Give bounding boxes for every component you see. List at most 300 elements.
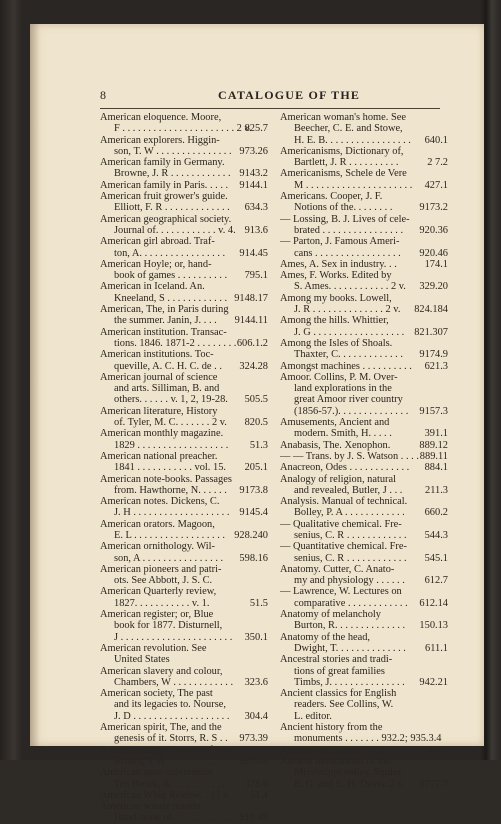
call-number: 9143.2 [239,168,268,180]
catalogue-entry-line [100,361,268,372]
page-number: 8 [100,88,107,102]
catalogue-entry-line [100,677,268,688]
catalogue-entry-line [100,666,268,677]
catalogue-entry-line [280,338,448,349]
call-number: 889.11 [419,450,448,462]
catalogue-entry-line [280,281,448,292]
catalogue-entry-line [280,462,448,473]
entry-text: American woman's home. See [280,112,406,123]
catalogue-entry-line [100,790,268,801]
catalogue-entry-line [100,745,268,756]
entry-text: Anatomy. Cutter, C. Anato- [280,563,395,575]
catalogue-entry-line [100,394,268,405]
call-number: 309.2 [424,744,448,756]
catalogue-entry-line [100,440,268,451]
entry-text: J . . . . . . . . . . . . . . . . . . . . . . [114,631,233,643]
catalogue-entry-line [280,304,448,315]
call-number: 427.1 [424,179,448,191]
entry-text: L. editor. [294,710,332,722]
entry-text: comparative . . . . . . . . . . . . [294,597,408,609]
entry-text: Ancient monuments of the [280,755,391,767]
entry-text: Dwight, T. . . . . . . . . . . . . . [294,642,406,654]
call-number: 598.16 [239,552,268,564]
entry-text: Ancient law. Maine. H. S . . [280,744,396,756]
call-number: 505.5 [244,394,268,406]
entry-text: American Quarterly review, [100,586,217,598]
catalogue-entry-line [280,327,448,338]
catalogue-entry-line [280,417,448,428]
entry-text: Brown, T. A . . . . . . . . . . . . [114,755,227,767]
entry-text: American family in Germany. [100,157,225,169]
entry-text: son, A . . . . . . . . . . . . . . . . [114,552,224,564]
catalogue-entry-line [280,666,448,677]
entry-text: American stage, History of the, [100,744,231,756]
catalogue-entry-line [100,812,268,823]
entry-text: Ten Brook, A. . . . . . . . . . . . [114,778,230,790]
catalogue-entry-line [280,202,448,213]
call-number: 350.1 [244,631,268,643]
catalogue-entry-line [100,417,268,428]
entry-text: Americanisms, Schele de Vere [280,168,407,180]
catalogue-entry-line [100,598,268,609]
call-number: 150.13 [419,620,448,632]
catalogue-entry-line [100,293,268,304]
entry-text: Chambers, W . . . . . . . . . . . . [114,676,234,688]
catalogue-entry-line [100,281,268,292]
catalogue-entry-line [280,440,448,451]
entry-text: American explorers. Higgin- [100,134,220,146]
entry-text: (1856-57.). . . . . . . . . . . . . . [294,405,409,417]
entry-text: — Quantitative chemical. Fre- [280,541,407,553]
entry-text: American Whig Review. . 11 v. [100,789,231,801]
catalogue-entry-line [280,541,448,552]
entry-text: H. E. B. . . . . . . . . . . . . . . . . [294,134,411,146]
entry-text: book of games . . . . . . . . . . [114,270,228,282]
catalogue-entry-line [100,462,268,473]
catalogue-entry-line [100,699,268,710]
entry-text: United States [114,654,170,666]
entry-text: American slavery and colour, [100,665,223,677]
entry-text: American note-books. Passages [100,473,232,485]
catalogue-entry-line [280,575,448,586]
catalogue-entry-line [280,191,448,202]
call-number: 942.21 [419,676,448,688]
entry-text: monuments . . . . . . . 932.2; 935.3.4 [294,733,442,745]
catalogue-entry-line [100,372,268,383]
header-rule [100,108,440,109]
call-number: 544.3 [424,529,448,541]
catalogue-entry-line [280,722,448,733]
catalogue-entry-line [280,586,448,597]
entry-text: S. Ames. . . . . . . . . . . . 2 v. [294,281,406,293]
call-number: 9173.2 [419,202,448,214]
catalogue-entry-line [100,123,268,134]
catalogue-entry-line [100,575,268,586]
entry-text: American orators. Magoon, [100,518,215,530]
call-number: 660.2 [424,507,448,519]
catalogue-entry-line [100,202,268,213]
call-number: 378.6 [244,778,268,790]
catalogue-entry-line [280,620,448,631]
catalogue-entry-line [100,519,268,530]
running-head: CATALOGUE OF THE [218,88,361,102]
call-number: 606.1.2 [236,337,268,349]
call-number: 634.3 [244,202,268,214]
entry-text: J. R . . . . . . . . . . . . . . 2 v. [294,304,401,316]
catalogue-entry-line [100,801,268,812]
call-number: 824.184 [414,304,448,316]
entry-text: queville, A. C. H. C. de . . [114,360,222,372]
call-number: 9148.17 [234,292,268,304]
call-number: 174.1 [424,258,448,270]
entry-text: American ornithology. Wil- [100,541,216,553]
entry-text: and revealed, Butler, J . . . [294,484,403,496]
catalogue-entry-line [280,225,448,236]
catalogue-entry-line [100,711,268,722]
catalogue-entry-line [280,270,448,281]
entry-text: American pioneers and patri- [100,563,222,575]
catalogue-entry-line [280,372,448,383]
catalogue-entry-line [100,315,268,326]
call-number: 9145.4 [239,507,268,519]
entry-text: American institution. Transac- [100,326,227,338]
entry-text: — — Trans. by J. S. Watson . . . . [280,450,419,462]
entry-text: American girl abroad. Traf- [100,236,215,248]
catalogue-entry-line [280,767,448,778]
call-number: 621.3 [424,360,448,372]
entry-text: American Hoyle; or, hand- [100,258,212,270]
entry-text: Elliott, F. R . . . . . . . . . . . . . [114,202,230,214]
catalogue-entry-line [280,214,448,225]
entry-text: Beecher, C. E. and Stowe, [294,123,403,135]
call-number: 889.12 [419,439,448,451]
catalogue-entry-line [280,779,448,790]
call-number: 545.1 [424,552,448,564]
call-number: 51.4 [249,789,268,801]
entry-text: ton, A. . . . . . . . . . . . . . . . . [114,247,226,259]
entry-text: my and physiology . . . . . . [294,575,405,587]
catalogue-entry-line [100,767,268,778]
catalogue-entry-line [100,688,268,699]
entry-text: Ancient classics for English [280,688,397,700]
call-number: 913.6 [244,224,268,236]
entry-text: American national preacher. [100,450,218,462]
catalogue-entry-line [100,270,268,281]
entry-text: American notes. Dickens, C. [100,496,220,508]
entry-text: readers. See Collins, W. [294,699,394,711]
catalogue-entry-line [280,180,448,191]
entry-text: Ancestral stories and tradi- [280,654,393,666]
entry-text: American monthly magazine. [100,428,224,440]
call-number: 821.307 [414,326,448,338]
call-number: 910.49 [239,812,268,824]
catalogue-column-left [100,112,268,824]
entry-text: American fruit grower's guide. [100,191,228,203]
catalogue-entry-line [280,349,448,360]
entry-text: 1841 . . . . . . . . . . . vol. 15. [114,462,226,474]
entry-text: tions. 1846. 1871-2 . . . . . . . . [114,337,237,349]
catalogue-entry-line [100,632,268,643]
entry-text: American register; or, Blue [100,609,214,621]
catalogue-entry-line [280,711,448,722]
catalogue-entry-line [100,327,268,338]
catalogue-entry-line [100,496,268,507]
catalogue-entry-line [100,146,268,157]
call-number: 51.5 [249,597,268,609]
catalogue-entry-line [100,620,268,631]
entry-text: son, T. W . . . . . . . . . . . . . . . [114,145,232,157]
entry-text: Analogy of religion, natural [280,473,396,485]
call-number: 927.65 [239,755,268,767]
entry-text: — Lossing, B. J. Lives of cele- [280,213,410,225]
catalogue-entry-line [280,677,448,688]
catalogue-entry-line [100,406,268,417]
catalogue-entry-line [280,654,448,665]
entry-text: Americanisms, Dictionary of, [280,145,404,157]
catalogue-entry-line [100,451,268,462]
entry-text: Among the Isles of Shoals. [280,337,393,349]
entry-text: American state universities [100,767,214,779]
entry-text: Bolley, P. A . . . . . . . . . . . . [294,507,405,519]
catalogue-entry-line [280,632,448,643]
entry-text: American society, The past [100,688,213,700]
call-number: 973.39 [239,733,268,745]
entry-text: Anatomy of the head, [280,631,371,643]
entry-text: tions of great families [294,665,385,677]
catalogue-entry-line [280,315,448,326]
entry-text: M . . . . . . . . . . . . . . . . . . . . . [294,179,413,191]
entry-text: — Lawrence, W. Lectures on [280,586,402,598]
call-number: 9157.3 [419,405,448,417]
call-number: 795.1 [244,270,268,282]
catalogue-entry-line [100,383,268,394]
catalogue-entry-line [280,609,448,620]
catalogue-entry-line [100,338,268,349]
catalogue-entry-line [100,553,268,564]
entry-text: Burton, R. . . . . . . . . . . . . . [294,620,406,632]
entry-text: Ames, A. Sex in industry. . . [280,258,397,270]
entry-text: book for 1877. Disturnell, [114,620,223,632]
catalogue-entry-line [100,225,268,236]
catalogue-entry-line [100,248,268,259]
entry-text: and its legacies to. Nourse, [114,699,226,711]
call-number: 9173.8 [239,484,268,496]
catalogue-entry-line [280,112,448,123]
catalogue-entry-line [100,304,268,315]
entry-text: J. H . . . . . . . . . . . . . . . . . . . [114,507,230,519]
entry-text: American spirit, The, and the [100,722,222,734]
catalogue-entry-line [280,383,448,394]
catalogue-entry-line [100,428,268,439]
entry-text: American revolution. See [100,642,207,654]
entry-text: from. Hawthorne, N. . . . . . [114,484,227,496]
call-number: 920.46 [419,247,448,259]
call-number: 914.45 [239,247,268,259]
catalogue-entry-line [280,564,448,575]
catalogue-entry-line [280,406,448,417]
catalogue-entry-line [280,530,448,541]
gutter-shadow [30,24,40,746]
call-number: 211.3 [425,484,448,496]
call-number: 973.26 [239,145,268,157]
catalogue-entry-line [280,553,448,564]
catalogue-entry-line [100,654,268,665]
entry-text: senius, C. R . . . . . . . . . . . . [294,529,407,541]
catalogue-entry-line [100,157,268,168]
entry-text: ots. See Abbott, J. S. C. [114,575,213,587]
catalogue-entry-line [280,507,448,518]
catalogue-entry-line [280,259,448,270]
catalogue-entry-line [100,259,268,270]
catalogue-entry-line [280,496,448,507]
entry-text: Timbs, J. . . . . . . . . . . . . . . [294,676,405,688]
entry-text: 1827. . . . . . . . . . . v. 1. [114,597,210,609]
entry-text: the summer. Janin, J. . . . [114,315,217,327]
call-number: 825.7 [244,123,268,135]
catalogue-entry-line [280,394,448,405]
entry-text: American family in Paris. . . . . [100,179,229,191]
entry-text: Americans. Cooper, J. F. [280,191,383,203]
call-number: 9174.9 [419,349,448,361]
catalogue-entry-line [280,688,448,699]
call-number: 324.28 [239,360,268,372]
catalogue-entry-line [280,519,448,530]
catalogue-entry-line [100,474,268,485]
call-number: 205.1 [244,462,268,474]
entry-text: Amoor. Collins, P. M. Over- [280,371,398,383]
catalogue-entry-line [100,180,268,191]
catalogue-entry-line [280,598,448,609]
call-number: 323.6 [244,676,268,688]
page-header [100,88,440,104]
catalogue-entry-line [280,699,448,710]
call-number: 304.4 [244,710,268,722]
entry-text: Mississippi valley. Squier, [294,767,404,779]
entry-text: Notions of the. . . . . . . . [294,202,393,214]
entry-text: Among the hills. Whittier, [280,315,389,327]
entry-text: — Qualitative chemical. Fre- [280,518,402,530]
entry-text: American winter resorts. [100,801,204,813]
catalogue-entry-line [280,248,448,259]
entry-text: American institutions. Toc- [100,349,214,361]
catalogue-entry-line [100,168,268,179]
entry-text: Anatomy of melancholy [280,609,381,621]
call-number: 391.1 [424,428,448,440]
catalogue-entry-line [280,157,448,168]
entry-text: American, The, in Paris during [100,304,229,316]
catalogue-entry-line [280,293,448,304]
catalogue-entry-line [280,168,448,179]
catalogue-entry-line [100,236,268,247]
call-number: 928.240 [234,529,268,541]
entry-text: E. G. and E. H. Davis. 2 v. [294,778,405,790]
entry-text: Anabasis, The. Xenophon. [280,439,391,451]
entry-text: of. Tyler, M. C. . . . . . . 2 v. [114,417,227,429]
call-number: 9777.7 [419,778,448,790]
catalogue-entry-line [100,609,268,620]
entry-text: Ancient history from the [280,722,383,734]
catalogue-entry-line [280,733,448,744]
catalogue-entry-line [280,643,448,654]
entry-text: American literature, History [100,405,218,417]
catalogue-entry-line [100,485,268,496]
entry-text: Anacreon, Odes . . . . . . . . . . . . [280,462,410,474]
catalogue-entry-line [280,451,448,462]
entry-text: Browne, J. R . . . . . . . . . . . . [114,168,231,180]
entry-text: Thaxter, C. . . . . . . . . . . . . [294,349,403,361]
catalogue-entry-line [100,112,268,123]
catalogue-entry-line [100,564,268,575]
call-number: 640.1 [424,134,448,146]
entry-text: great Amoor river country [294,394,403,406]
entry-text: F . . . . . . . . . . . . . . . . . . . . . . 2 v. [114,123,252,135]
catalogue-entry-line [100,541,268,552]
catalogue-entry-line [280,485,448,496]
entry-text: Among my books. Lowell, [280,292,392,304]
catalogue-entry-line [100,191,268,202]
call-number: 9144.1 [239,179,268,191]
entry-text: brated . . . . . . . . . . . . . . . . [294,224,404,236]
entry-text: Hand-book of. . . . . . . . . . . . [114,812,232,824]
entry-text: genesis of it. Storrs, R. S . . [114,733,228,745]
entry-text: American in Iceland. An. [100,281,205,293]
entry-text: J. G . . . . . . . . . . . . . . . . . . [294,326,405,338]
call-number: 9144.11 [234,315,268,327]
call-number: 920.36 [419,224,448,236]
catalogue-entry-line [280,756,448,767]
entry-text: Analysis. Manual of technical. [280,496,408,508]
entry-text: Amongst machines . . . . . . . . . . [280,360,412,372]
catalogue-entry-line [100,214,268,225]
entry-text: modern. Smith, H. . . . . [294,428,392,440]
catalogue-entry-line [280,474,448,485]
catalogue-entry-line [280,745,448,756]
call-number: 2 7.2 [427,157,448,169]
entry-text: and arts. Silliman, B. and [114,383,220,395]
entry-text: senius, C. R . . . . . . . . . . . . [294,552,407,564]
entry-text: cans . . . . . . . . . . . . . . . . . [294,247,401,259]
entry-text: Ames, F. Works. Edited by [280,270,392,282]
entry-text: Bartlett, J. R . . . . . . . . . . [294,157,399,169]
call-number: 611.1 [425,642,448,654]
call-number: 612.14 [419,597,448,609]
catalogue-entry-line [280,123,448,134]
entry-text: American eloquence. Moore, [100,112,222,123]
entry-text: Journal of. . . . . . . . . . . . v. 4. [114,224,236,236]
entry-text: J. D . . . . . . . . . . . . . . . . . . . [114,710,230,722]
catalogue-column-right [280,112,448,790]
catalogue-entry-line [280,135,448,146]
catalogue-entry-line [100,756,268,767]
entry-text: E. L . . . . . . . . . . . . . . . . . . [114,529,226,541]
catalogue-entry-line [100,586,268,597]
entry-text: American journal of science [100,371,218,383]
catalogue-entry-line [280,236,448,247]
call-number: 820.5 [244,417,268,429]
catalogue-entry-line [280,146,448,157]
entry-text: others. . . . . . v. 1, 2, 19-28. [114,394,228,406]
entry-text: Amusements, Ancient and [280,417,390,429]
entry-text: 1829 . . . . . . . . . . . . . . . . . . [114,439,229,451]
call-number: 612.7 [424,575,448,587]
catalogue-entry-line [280,428,448,439]
entry-text: American geographical society. [100,213,232,225]
catalogue-entry-line [100,722,268,733]
entry-text: Kneeland, S . . . . . . . . . . . . [114,292,228,304]
call-number: 884.1 [424,462,448,474]
call-number: 51.3 [249,439,268,451]
call-number: 329.20 [419,281,448,293]
